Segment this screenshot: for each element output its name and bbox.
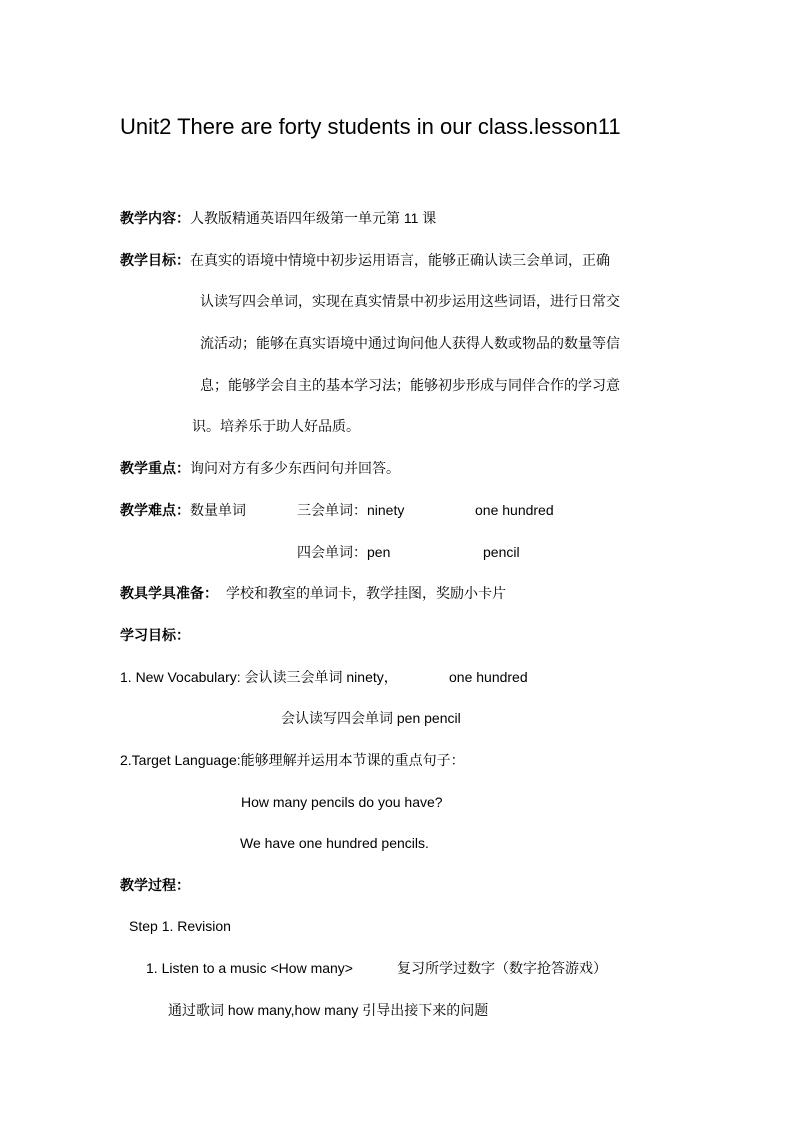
- goals-line-2: 认读写四会单词，实现在真实情景中初步运用这些词语，进行日常交: [200, 293, 620, 309]
- content-text: 人教版精通英语四年级第一单元第 11 课: [190, 210, 437, 226]
- goals-row: [120, 250, 610, 270]
- goals-line-5: 识。培养乐于助人好品质。: [192, 418, 360, 434]
- goals-line-4: 息；能够学会自主的基本学习法；能够初步形成与同伴合作的学习意: [200, 377, 620, 393]
- three-words-label: 三会单词：ninety: [297, 502, 405, 518]
- sentence-2: We have one hundred pencils.: [240, 835, 429, 851]
- four-words-second: pencil: [483, 544, 520, 560]
- target-language-line: 2.Target Language:能够理解并运用本节课的重点句子：: [120, 752, 465, 768]
- goals-line-1: 在真实的语境中情境中初步运用语言，能够正确认读三会单词，正确: [190, 252, 610, 268]
- tools-row: [120, 583, 506, 603]
- step1-item1: 1. Listen to a music <How many>: [146, 960, 353, 976]
- content-row: [120, 208, 436, 228]
- sentence-1: How many pencils do you have?: [241, 794, 443, 810]
- vocab-word-second: one hundred: [449, 669, 528, 685]
- three-words-second: one hundred: [475, 502, 554, 518]
- document-title: Unit2 There are forty students in our class.lesson11: [120, 114, 621, 139]
- keypoint-row: [120, 458, 400, 478]
- difficulty-text: 数量单词: [190, 502, 246, 518]
- tools-text: 学校和教室的单词卡，教学挂图，奖励小卡片: [226, 585, 506, 601]
- goals-line-3: 流活动；能够在真实语境中通过询问他人获得人数或物品的数量等信: [200, 335, 620, 351]
- step1-item1-note: 复习所学过数字（数字抢答游戏）: [397, 960, 607, 976]
- four-words-label: 四会单词：pen: [297, 544, 391, 560]
- keypoint-label: 教学重点：: [120, 460, 190, 476]
- content-label: 教学内容：: [120, 210, 190, 226]
- keypoint-text: 询问对方有多少东西问句并回答。: [190, 460, 400, 476]
- step1-item1-detail: 通过歌词 how many,how many 引导出接下来的问题: [168, 1002, 489, 1018]
- step1-heading: Step 1. Revision: [129, 918, 231, 934]
- vocab-line-2: 会认读写四会单词 pen pencil: [281, 710, 461, 726]
- process-label: 教学过程：: [120, 877, 190, 893]
- vocab-line: 1. New Vocabulary: 会认读三会单词 ninety，: [120, 669, 398, 685]
- difficulty-row: [120, 500, 246, 520]
- tools-label: 教具学具准备：: [120, 585, 218, 601]
- goals-label: 教学目标：: [120, 252, 190, 268]
- objectives-label: 学习目标：: [120, 627, 190, 643]
- difficulty-label: 教学难点：: [120, 502, 190, 518]
